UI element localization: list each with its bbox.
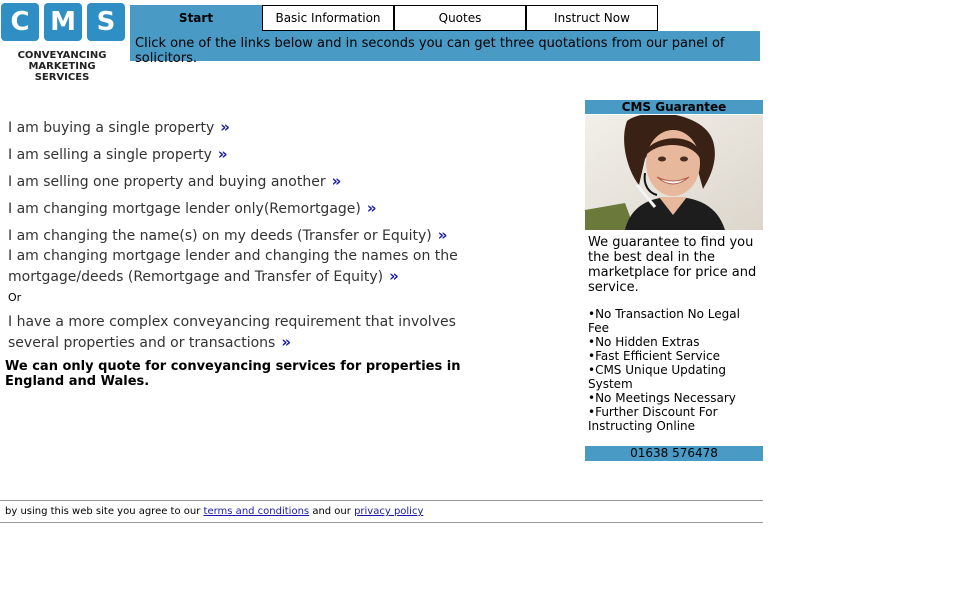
- advisor-photo-illustration: [585, 115, 763, 230]
- intro-banner: Click one of the links below and in seconds you can get three quotations from our panel of solicitors.: [130, 31, 760, 61]
- benefits-list: [588, 307, 760, 433]
- benefit-item: •No Meetings Necessary: [588, 391, 736, 405]
- double-chevron-right-icon: »: [281, 333, 292, 351]
- footer-text: [5, 506, 423, 517]
- coverage-notice: We can only quote for conveyancing services for properties in England and Wales.: [5, 359, 461, 389]
- advisor-photo: [585, 115, 763, 230]
- option-label: I am changing mortgage lender only(Remortgage): [8, 201, 361, 217]
- benefit-item: •Fast Efficient Service: [588, 349, 720, 363]
- option-remortgage-and-transfer[interactable]: [8, 246, 478, 291]
- double-chevron-right-icon: »: [217, 145, 228, 163]
- option-label: I am buying a single property: [8, 120, 215, 136]
- benefit-item: •No Hidden Extras: [588, 335, 700, 349]
- cms-logo[interactable]: [0, 3, 128, 83]
- option-label: I am changing mortgage lender and changing the names on the mortgage/deeds (Remortgage and Transfer of Equity): [8, 248, 458, 285]
- tab-quotes[interactable]: Quotes: [394, 5, 526, 31]
- option-complex-requirement[interactable]: [8, 312, 478, 353]
- tab-start[interactable]: Start: [130, 5, 262, 31]
- double-chevron-right-icon: »: [220, 118, 230, 136]
- footer-middle: and our: [312, 506, 351, 517]
- footer-prefix: by using this web site you agree to our: [5, 506, 201, 517]
- option-selling-and-buying[interactable]: [8, 171, 478, 198]
- logo-tagline: [0, 50, 124, 83]
- phone-number: 01638 576478: [585, 446, 763, 461]
- logo-letter-s: S: [87, 3, 125, 41]
- option-remortgage[interactable]: [8, 198, 478, 225]
- double-chevron-right-icon: »: [331, 172, 342, 190]
- footer-divider-bottom: [0, 522, 763, 523]
- transaction-options: [8, 117, 478, 353]
- option-buying-single[interactable]: [8, 117, 478, 144]
- option-label: I am changing the name(s) on my deeds (Transfer or Equity): [8, 228, 432, 244]
- tab-instruct-now[interactable]: Instruct Now: [526, 5, 658, 31]
- double-chevron-right-icon: »: [389, 267, 399, 285]
- logo-tagline-line-2: MARKETING SERVICES: [28, 61, 96, 83]
- benefit-item: •CMS Unique Updating System: [588, 363, 727, 391]
- benefit-item: •Further Discount For Instructing Online: [588, 405, 718, 433]
- terms-link[interactable]: terms and conditions: [203, 506, 310, 517]
- logo-letter-m: M: [44, 3, 82, 41]
- benefit-item: •No Transaction No Legal Fee: [588, 307, 740, 335]
- option-label: I am selling a single property: [8, 147, 212, 163]
- privacy-link[interactable]: privacy policy: [354, 506, 424, 517]
- option-transfer-of-equity[interactable]: [8, 225, 478, 246]
- option-selling-single[interactable]: [8, 144, 478, 171]
- double-chevron-right-icon: »: [437, 226, 448, 244]
- option-label: I have a more complex conveyancing requirement that involves several properties and or transactions: [8, 314, 456, 351]
- option-label: I am selling one property and buying another: [8, 174, 326, 190]
- logo-tagline-line-1: CONVEYANCING: [17, 50, 107, 61]
- double-chevron-right-icon: »: [366, 199, 377, 217]
- tab-basic-information[interactable]: Basic Information: [262, 5, 394, 31]
- logo-letter-c: C: [1, 3, 39, 41]
- guarantee-heading: CMS Guarantee: [585, 100, 763, 114]
- guarantee-text: We guarantee to find you the best deal in the marketplace for price and service.: [588, 235, 757, 295]
- footer-divider-top: [0, 500, 763, 501]
- or-separator: Or: [8, 291, 22, 304]
